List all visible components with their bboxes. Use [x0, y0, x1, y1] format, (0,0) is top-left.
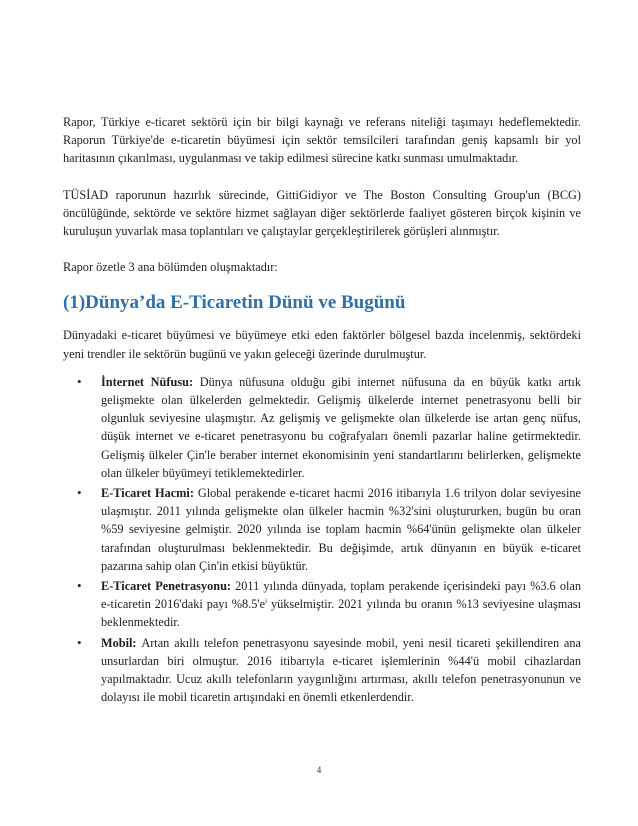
section-heading: (1)Dünya’da E-Ticaretin Dünü ve Bugünü — [63, 292, 406, 314]
bullet-icon: • — [77, 634, 82, 650]
bullet-item-internet-nufusu — [63, 373, 581, 482]
bullet-title: Mobil: — [101, 635, 142, 650]
bullet-text: Global perakende e-ticaret hacmi 2016 itibarıyla 1.6 trilyon dolar seviyesine ulaşmıştır. 2011 yılında gelişmekte olan ülkeler hacmin %32'sini oluştururken, bugün bu oran %59 seviyesine gelmiştir. 2020 yılında ise toplam hacmin %64'ünün gelişmekte olan ülkeler tarafından oluşturulması beklenmektedir. Bu değişimde, artık dünyanın en büyük e-ticaret pazarına sahip olan Çin'in etkisi büyüktür. — [101, 486, 581, 573]
bullet-body — [101, 484, 581, 575]
bullet-icon: • — [77, 485, 82, 501]
bullet-icon: • — [77, 578, 82, 594]
bullet-item-e-ticaret-hacmi — [63, 484, 581, 575]
bullet-body — [101, 634, 581, 707]
intro-paragraph-1: Rapor, Türkiye e-ticaret sektörü için bir bilgi kaynağı ve referans niteliği taşımayı hedeflemektedir. Raporun Türkiye'de e-ticaretin büyümesi için sektör temsilcileri tarafından geniş kapsamlı bir yol haritasının çıkarılması, uygulanması ve takip edilmesi sürecine katkı sunması umulmaktadır. — [63, 115, 581, 166]
intro-paragraph-2: TÜSİAD raporunun hazırlık sürecinde, GittiGidiyor ve The Boston Consulting Group'un (BCG) öncülüğünde, sektörde ve sektöre hizmet sağlayan diğer sektörlerde faaliyet gösteren birçok kişinin ve kuruluşun yuvarlak masa toplantıları ve çalıştaylar gerçekleştirilerek görüşleri alınmıştır. — [63, 187, 581, 239]
bullet-title: E-Ticaret Penetrasyonu: — [101, 579, 236, 594]
intro-paragraph-3: Rapor özetle 3 ana bölümden oluşmaktadır: — [63, 260, 278, 275]
bullet-list — [63, 373, 581, 707]
bullet-text: Dünya nüfusuna olduğu gibi internet nüfusuna da en büyük katkı artık gelişmekte olan ülkelerden gelmektedir. Gelişmiş ülkelerde internet penetrasyonu belli bir olgunluk seviyesine ulaşmıştır. Az gelişmiş ve gelişmekte olan ülkelerde ise artan genç nüfus, düşük internet ve e-ticaret penetrasyonu bu coğrafyaları önemli pazarlar haline getirmektedir. Gelişmiş ülkeler Çin'le beraber internet ekonomisinin yeni standartlarını belirlerken, gelişmekte olan ülkeler büyümeyi tetiklemektedirler. — [101, 374, 581, 480]
page-number: 4 — [316, 765, 322, 775]
bullet-icon: • — [77, 373, 82, 389]
bullet-body — [101, 577, 581, 632]
footnote-marker[interactable]: i — [265, 597, 268, 606]
bullet-title: İnternet Nüfusu: — [101, 374, 200, 389]
document-body — [63, 113, 581, 708]
bullet-text: Artan akıllı telefon penetrasyonu sayesinde mobil, yeni nesil ticareti şekillendiren ana unsurlardan biri olmuştur. 2016 itibarıyla e-ticaret işlemlerinin %44'ü mobil cihazlardan yapılmaktadır. Ucuz akıllı telefonların yaygınlığını artırması, akıllı telefon penetrasyonunun ve dolayısı ile mobil ticaretin artışındaki en önemli etkenlerdendir. — [101, 635, 581, 705]
bullet-title: E-Ticaret Hacmi: — [101, 486, 198, 501]
bullet-item-e-ticaret-penetrasyonu — [63, 577, 581, 632]
bullet-item-mobil — [63, 634, 581, 707]
section-intro-paragraph: Dünyadaki e-ticaret büyümesi ve büyümeye etki eden faktörler bölgesel bazda incelenmiş, sektördeki yeni trendler ile sektörün bugünü ve yakın geleceği üzerinde durulmuştur. — [63, 328, 581, 361]
bullet-text-continued: yükselmiştir. 2021 yılında bu oranın %13 seviyesine ulaşması beklenmektedir. — [101, 597, 581, 630]
bullet-body — [101, 373, 581, 482]
bullet-text: 2011 yılında dünyada, toplam perakende içerisindeki payı %3.6 olan e-ticaretin 2016'daki payı %8.5'e — [101, 579, 581, 612]
